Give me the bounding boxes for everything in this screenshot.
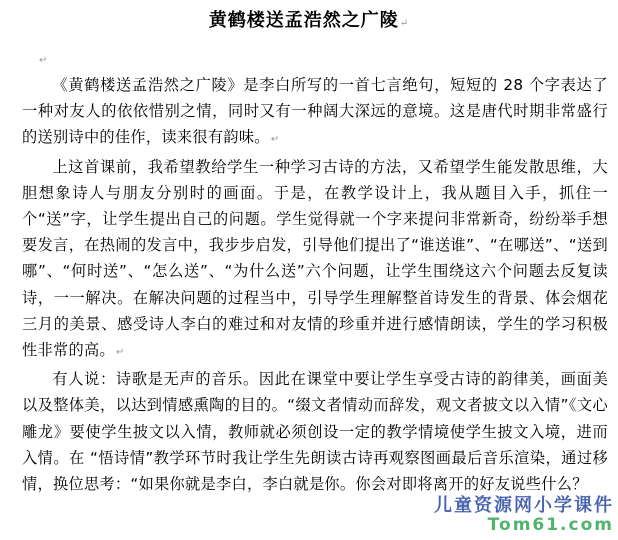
paragraph-3	[22, 366, 608, 497]
paragraph-2-text: 上这首课前，我希望教给学生一种学习古诗的方法，又希望学生能发散思维，大胆想象诗人与朋友分别时的画面。于是，在教学设计上，我从题目入手，抓住一个“送”字，让学生提出自己的问题。学生觉得就一个字来提问非常新奇，纷纷举手想要发言，在热闹的发言中，我步步启发，引导他们提出了“谁送谁”、“在哪送”、“送到哪”、“何时送”、“怎么送”、“为什么送”六个问题，让学生围绕这六个问题去反复读诗，一一解决。在解决问题的过程当中，引导学生理解整首诗发生的背景、体会烟花三月的美景、感受诗人李白的难过和对友情的珍重并进行感情朗读，学生的学习积极性非常的高。	[22, 157, 608, 360]
paragraph-mark-icon: ↵	[270, 134, 280, 146]
paragraph-3-text: 有人说：诗歌是无声的音乐。因此在课堂中要让学生享受古诗的韵律美，画面美以及整体美，以达到情感熏陶的目的。“缀文者情动而辞发，观文者披文以入情”《文心雕龙》要使学生披文以入情，教师就必须创设一定的教学情境使学生披文入境，进而入情。在 “悟诗情”教学环节时我让学生先朗读古诗再观察图画最后音乐渲染，通过移情，换位思考：“如果你就是李白，李白就是你。你会对即将离开的好友说些什么？	[22, 370, 608, 494]
watermark-line-2: Tom61.com	[487, 515, 614, 536]
paragraph-mark-icon: ↵	[39, 55, 48, 66]
site-watermark	[414, 496, 614, 536]
document-title-text: 黄鹤楼送孟浩然之广陵	[208, 10, 399, 31]
paragraph-2	[22, 154, 608, 367]
watermark-line-1: 儿童资源网小学课件	[434, 494, 614, 516]
document-title	[0, 6, 618, 32]
paragraph-1-text: 《黄鹤楼送孟浩然之广陵》是李白所写的一首七言绝句，短短的 28 个字表达了一种对友人的依依惜别之情，同时又有一种阔大深远的意境。这是唐代时期非常盛行的送别诗中的佳作，读来很有韵味。	[22, 76, 608, 147]
paragraph-mark-icon: ↵	[115, 347, 125, 359]
paragraph-1	[22, 72, 608, 154]
paragraph-mark-icon: ↵	[399, 18, 410, 29]
document-body	[22, 72, 608, 497]
empty-paragraph	[38, 48, 47, 67]
